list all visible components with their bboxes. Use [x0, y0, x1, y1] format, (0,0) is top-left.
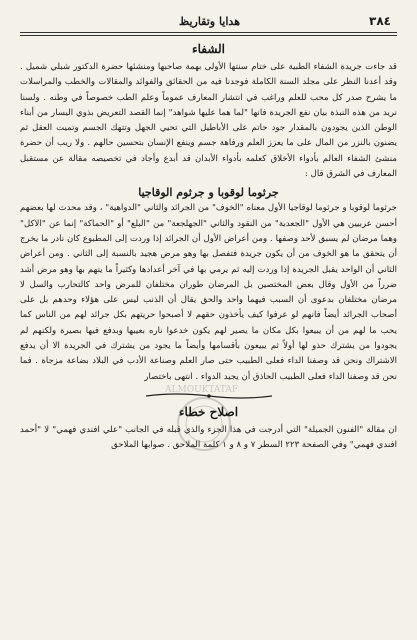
header-rule: [20, 35, 397, 36]
correction-title: اصلاح خطاء: [178, 404, 239, 419]
page-number: ٣٨٤: [369, 14, 391, 28]
page-header: [20, 10, 397, 33]
germs-paragraph: جرثوما لوقوبا و جرثوما لوقاجيا الأول معناه "الخوف" من الجرائد والثاني "الدواهية" ، وقد محدث لها بعضهم أحسن عربيين هي الأول "الجعدبة" من النقود والثاني "الجهلجعة" من "البلع" أو "الحماكة" إنما عن "الاكل" وهما مرضان لم يسبق لأحد وصفها . ومن أعراض الأول أن الجرائد إذا وردت إلى المطبوع كان نادر ما يخرج أن يتحقق ما هو الخوف من أن يكون جريدة فتفصل بها وهو مرض هجيد بالنسبة إلى الثاني . ومن أعراض الثاني أن الواحد يقبل الجريدة إذا وردت إليه ثم يرمي بها في آخر أعدادها وكثيراً ما يتهم بها وهو مرض أشد ضرراً من الأول وقال بعض المختصين بل المرضان طوران مختلفان للمرض واحد كالتحارب والسل لا مرضان مختلفان بدعوى أن السبب فيهما واحد والحق يقال أن الذنب ليس على هؤلاء وحدهم بل على أصحاب الجرائد أيضاً فانهم لو عرفوا كيف يأخذون حقهم لا أصبحوا حريتهم بكل جرائد لهم من الناس كما يحب ما لهم من أن يبيعوا بكل مكان ما يصير لهم يكون خدعوا ناره بعيبها وبدفع فيها بصيرة ولكنهم لم يجودوا من يشترك حذو لها أولاً ثم يبيعون بأقسامها وأيضاً ما يجود من يشترك في الجريدة الا أن يدفع الاشتراك ونحن قد وصفنا الداء فعلى الطبيب حتى صار العلم وصناعة الأدب في البلاد بضاعة مزجاة . فما نحن قد وصفنا الداء فعلى الطبيب الحاذق أن يجيد الدواء . انتهى باختصار: [20, 203, 397, 382]
stamp-text: ALMOUKTATAF: [165, 385, 239, 395]
shifa-paragraph: قد جاءت جريدة الشفاء الطبية على ختام سنتها الأولى بهمة صاحبها ومنشئها حضرة الدكتور شبلي شميل . وقد أعدنا النظر على مجلد السنة الكاملة فوجدنا فيه من الحقائق والفوائد والمقالات والخطب والمراسلات ما يشرح صدر كل محب للعلم وراغب في انتشار المعارف عموماً وعلم الطب خصوصاً في وطنه . ولسنا نريد من هذه النبذة بيان نفع الجريدة فانها "لما هما عليها شواهد" إنما القصد التعريض بذوي اليسار من أبناء الوطن الذين يجودون بالمقدار جود حاتم على الأباطيل التي تحيي الجهل وتتهك الجسم وتميت العقل ثم يضنون بالنزر من المال على ما يعزز العلم ورفاهة جسم وينفع الإنسان بتحسين حالهم . ولا ريب أن حضرة منشئ الشفاء العالم بأدواء الأخلاق كعلمه بأدواء الأبدان قد أبدع وأجاد في تخصيصه مقالة عن مستقبل المعارف في الشرق قال :: [20, 62, 397, 180]
running-title: هدايا وتقاريظ: [179, 14, 240, 28]
correction-paragraph: ان مقالة "الفنون الجميلة" التي أدرجت في هذا الجزء والذي قبله في الجانب "علي افندي فهمي" لا "أحمد افندي فهمي" وفي الصفحة ٢٢٣ السطر ٧ و ٨ و ١ كلمة الملاحق . صوابها الملاحق: [20, 424, 397, 451]
subheading-germs: جرثوما لوقوبا و جرثوم الوقاجيا: [138, 186, 279, 200]
library-stamp-icon: [175, 395, 233, 453]
section-title-shifa: الشفاء: [191, 42, 226, 56]
